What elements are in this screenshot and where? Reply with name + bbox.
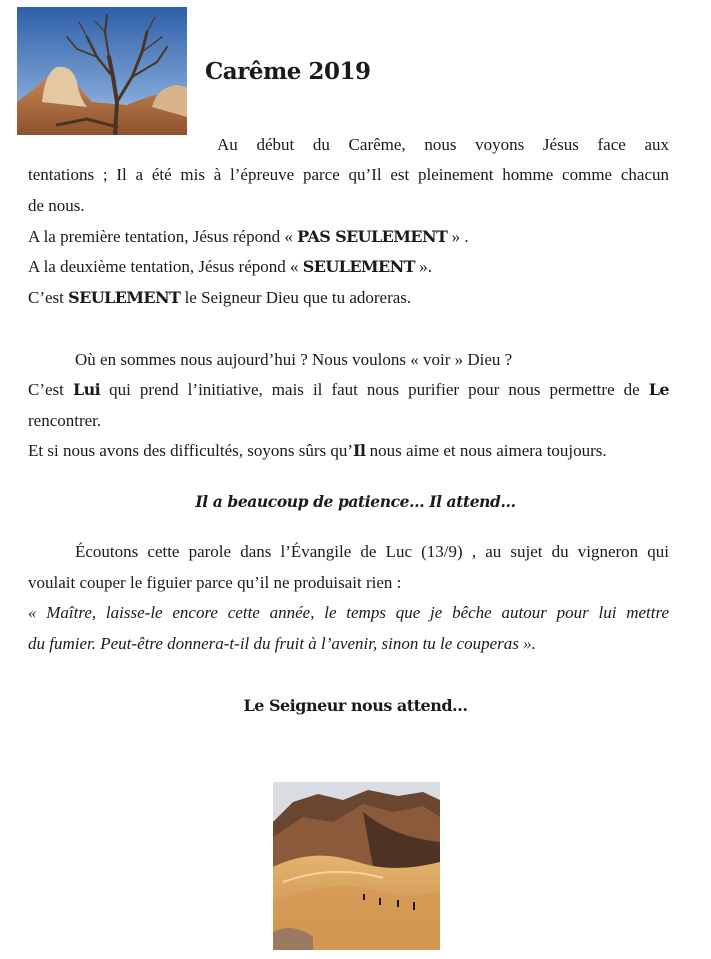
paragraph-line: Au début du Carême, nous voyons Jésus face aux (217, 135, 669, 154)
paragraph-line: voulait couper le figuier parce qu’il ne produisait rien : (28, 573, 402, 592)
paragraph-line: C’est SEULEMENT le Seigneur Dieu que tu adoreras. (28, 288, 412, 307)
emphasis-text: Il (353, 441, 366, 460)
paragraph-line: tentations ; Il a été mis à l’épreuve parce qu’Il est pleinement homme comme chacun (28, 165, 669, 184)
paragraph-line: C’est Lui qui prend l’initiative, mais il faut nous purifier pour nous permettre de Le (28, 380, 669, 399)
paragraph-line: rencontrer. (28, 411, 102, 430)
quote-line: « Maître, laisse-le encore cette année, le temps que je bêche autour pour lui mettre (28, 603, 669, 622)
quote-line: du fumier. Peut-être donnera-t-il du fruit à l’avenir, sinon tu le couperas ». (28, 634, 536, 653)
section-heading: Le Seigneur nous attend… (243, 696, 468, 715)
paragraph-line: Et si nous avons des difficultés, soyons sûrs qu’Il nous aime et nous aimera toujours. (28, 441, 607, 460)
paragraph-line: Écoutons cette parole dans l’Évangile de Luc (13/9) , au sujet du vigneron qui (75, 542, 669, 561)
page-title: Carême 2019 (205, 58, 371, 85)
emphasis-text: Le (648, 380, 669, 399)
desert-dunes-walkers-photo (273, 782, 440, 950)
section-heading: Il a beaucoup de patience… Il attend… (195, 492, 516, 511)
paragraph-line: de nous. (28, 196, 85, 215)
tree-in-desert-photo (17, 7, 187, 135)
paragraph-line: A la deuxième tentation, Jésus répond « SEULEMENT ». (28, 257, 432, 276)
emphasis-text: PAS SEULEMENT (297, 227, 448, 246)
emphasis-text: SEULEMENT (68, 288, 181, 307)
paragraph-line: Où en sommes nous aujourd’hui ? Nous voulons « voir » Dieu ? (75, 350, 513, 369)
emphasis-text: SEULEMENT (302, 257, 415, 276)
emphasis-text: Lui (72, 380, 101, 399)
paragraph-line: A la première tentation, Jésus répond « PAS SEULEMENT » . (28, 227, 469, 246)
